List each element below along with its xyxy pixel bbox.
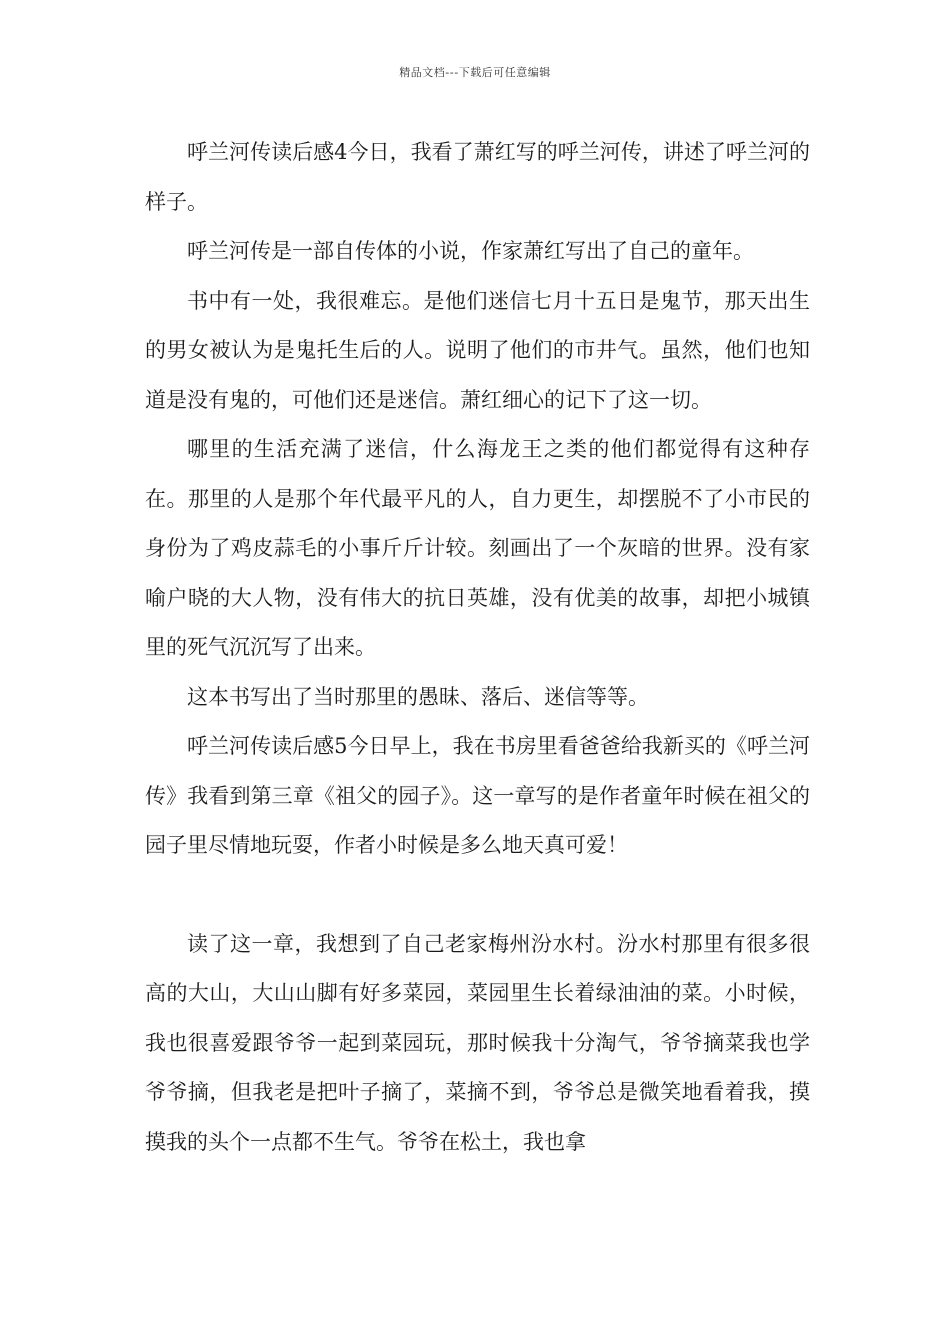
paragraph: 读了这一章，我想到了自己老家梅州汾水村。汾水村那里有很多很高的大山，大山山脚有好多菜园，菜园里生长着绿油油的菜。小时候，我也很喜爱跟爷爷一起到菜园玩，那时候我十分淘气，爷爷摘菜我也学爷爷摘，但我老是把叶子摘了，菜摘不到，爷爷总是微笑地看着我，摸摸我的头个一点都不生气。爷爷在松土，我也拿 [145, 931, 810, 1154]
paragraph: 呼兰河传是一部自传体的小说，作家萧红写出了自己的童年。 [187, 239, 754, 263]
paragraph: 这本书写出了当时那里的愚昧、落后、迷信等等。 [187, 684, 649, 709]
paragraph: 呼兰河传读后感5今日早上，我在书房里看爸爸给我新买的《呼兰河传》我看到第三章《祖父的园子》。这一章写的是作者童年时候在祖父的园子里尽情地玩耍，作者小时候是多么地天真可爱！ [145, 734, 810, 857]
document-body [145, 128, 810, 1167]
page-header: 精品文档---下载后可任意编辑 [399, 66, 551, 79]
paragraph: 呼兰河传读后感4今日，我看了萧红写的呼兰河传，讲述了呼兰河的样子。 [145, 140, 810, 214]
paragraph: 书中有一处，我很难忘。是他们迷信七月十五日是鬼节，那天出生的男女被认为是鬼托生后的人。说明了他们的市井气。虽然，他们也知道是没有鬼的，可他们还是迷信。萧红细心的记下了这一切。 [145, 288, 810, 412]
paragraph: 哪里的生活充满了迷信，什么海龙王之类的他们都觉得有这种存在。那里的人是那个年代最平凡的人，自力更生，却摆脱不了小市民的身份为了鸡皮蒜毛的小事斤斤计较。刻画出了一个灰暗的世界。没有家喻户晓的大人物，没有伟大的抗日英雄，没有优美的故事，却把小城镇里的死气沉沉写了出来。 [145, 437, 810, 659]
